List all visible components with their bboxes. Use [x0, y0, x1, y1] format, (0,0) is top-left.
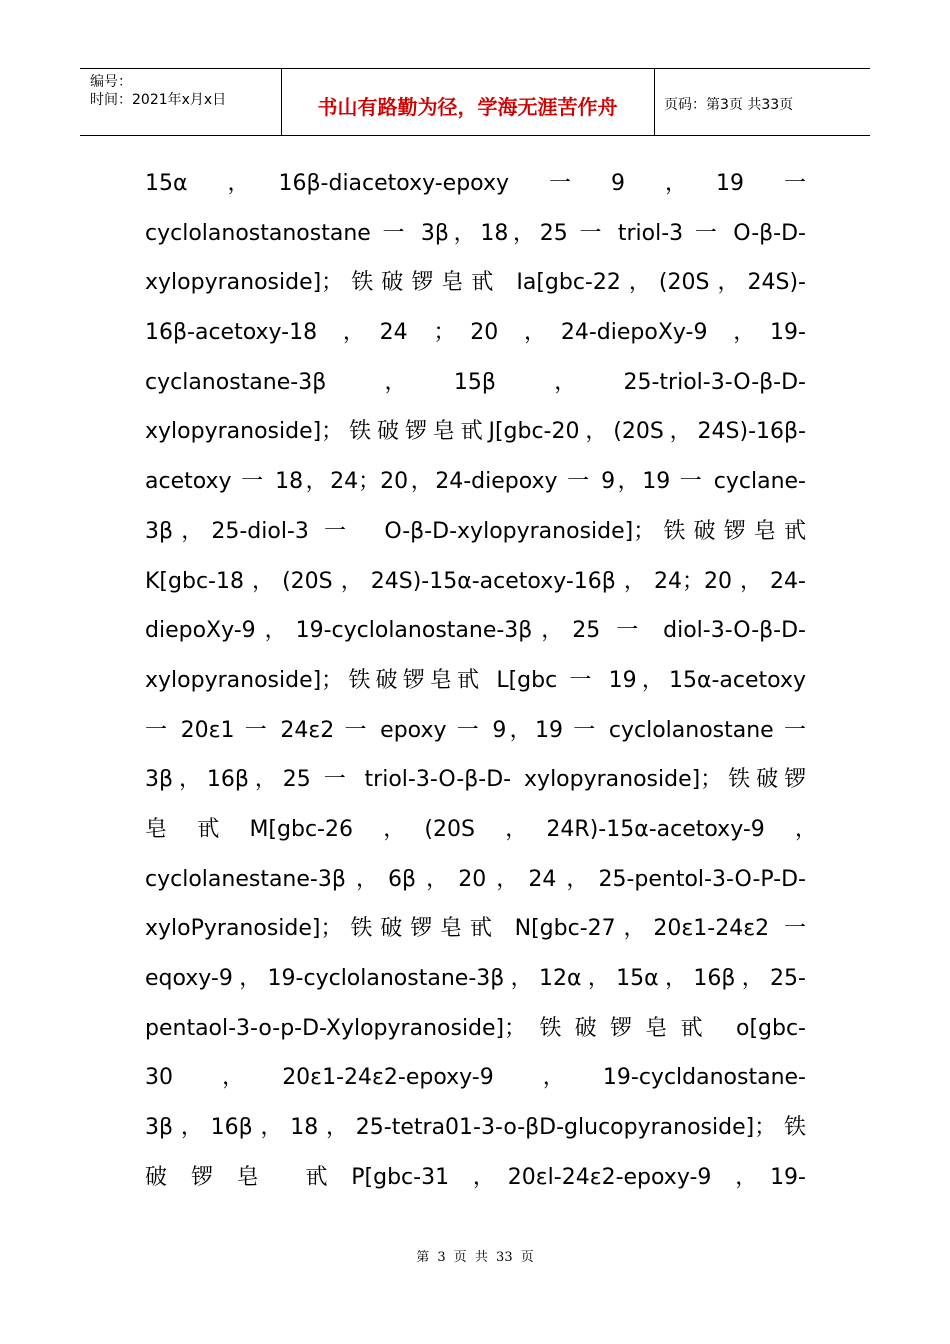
text-line: 破 锣 皂 甙 P[gbc-31 ， 20εl-24ε2-epoxy-9 ， 19-: [145, 1164, 806, 1190]
text-line: 15α ， 16β-diacetoxy-epoxy 一 9 ， 19 一: [145, 171, 806, 196]
text-line: cyclanostane-3β ， 15β ， 25-triol-3-O-β-D-: [145, 369, 806, 395]
text-line: acetoxy 一 18，24；20，24-diepoxy 一 9，19 一 cyclane-: [145, 469, 806, 495]
header-divider-right: [654, 69, 655, 135]
text-line: 3β，16β，18，25-tetra01-3-o-βD-glucopyranoside]；铁: [145, 1115, 806, 1141]
text-line: cyclolanestane-3β，6β，20，24，25-pentol-3-O-P-D-: [145, 866, 806, 892]
date-label: 时间：2021年x月x日: [90, 92, 227, 108]
text-line: 一 20ε1 一 24ε2 一 epoxy 一 9，19 一 cyclolanostane 一: [145, 717, 806, 743]
text-line: xylopyranoside]；铁破锣皂甙 Ia[gbc-22，(20S，24S)-: [145, 270, 806, 296]
header-meta: [90, 73, 226, 109]
text-line: pentaol-3-o-p-D-Xylopyranoside]；铁破锣皂甙 o[gbc-: [145, 1015, 806, 1041]
text-line: 3β，16β，25 一 triol-3-O-β-D- xylopyranoside]；铁破锣: [145, 767, 806, 793]
header-page-info: 页码：第3页 共33页: [664, 97, 794, 113]
text-line: xylopyranoside]；铁破锣皂甙J[gbc-20，(20S，24S)-16β-: [145, 419, 806, 445]
text-line: xylopyranoside]；铁破锣皂甙 L[gbc 一 19，15α-acetoxy: [145, 667, 806, 693]
text-line: 皂 甙 M[gbc-26 ， (20S ， 24R)-15α-acetoxy-9 ，: [145, 816, 806, 842]
text-line: cyclolanostanostane 一 3β，18，25 一 triol-3 一 O-β-D-: [145, 220, 806, 246]
serial-label: 编号：: [90, 74, 132, 90]
body-text: [145, 159, 806, 1202]
header-motto: 书山有路勤为径，学海无涯苦作舟: [317, 95, 618, 119]
page-header: [80, 68, 870, 136]
text-line: 30 ， 20ε1-24ε2-epoxy-9 ， 19-cycldanostane-: [145, 1065, 806, 1091]
text-line: K[gbc-18，(20S，24S)-15α-acetoxy-16β，24；20，24-: [145, 568, 806, 594]
page-footer: 第 3 页 共 33 页: [416, 1250, 534, 1265]
text-line: 3β，25-diol-3 一 O-β-D-xylopyranoside]；铁破锣皂甙: [145, 518, 806, 544]
text-line: xyloPyranoside]；铁破锣皂甙 N[gbc-27，20ε1-24ε2 一: [145, 916, 806, 942]
text-line: 16β-acetoxy-18 ， 24 ； 20 ， 24-diepoXy-9 ， 19-: [145, 320, 806, 346]
text-line: eqoxy-9，19-cyclolanostane-3β，12α，15α，16β，25-: [145, 966, 806, 991]
text-line: diepoXy-9，19-cyclolanostane-3β，25 一 diol-3-O-β-D-: [145, 618, 806, 644]
